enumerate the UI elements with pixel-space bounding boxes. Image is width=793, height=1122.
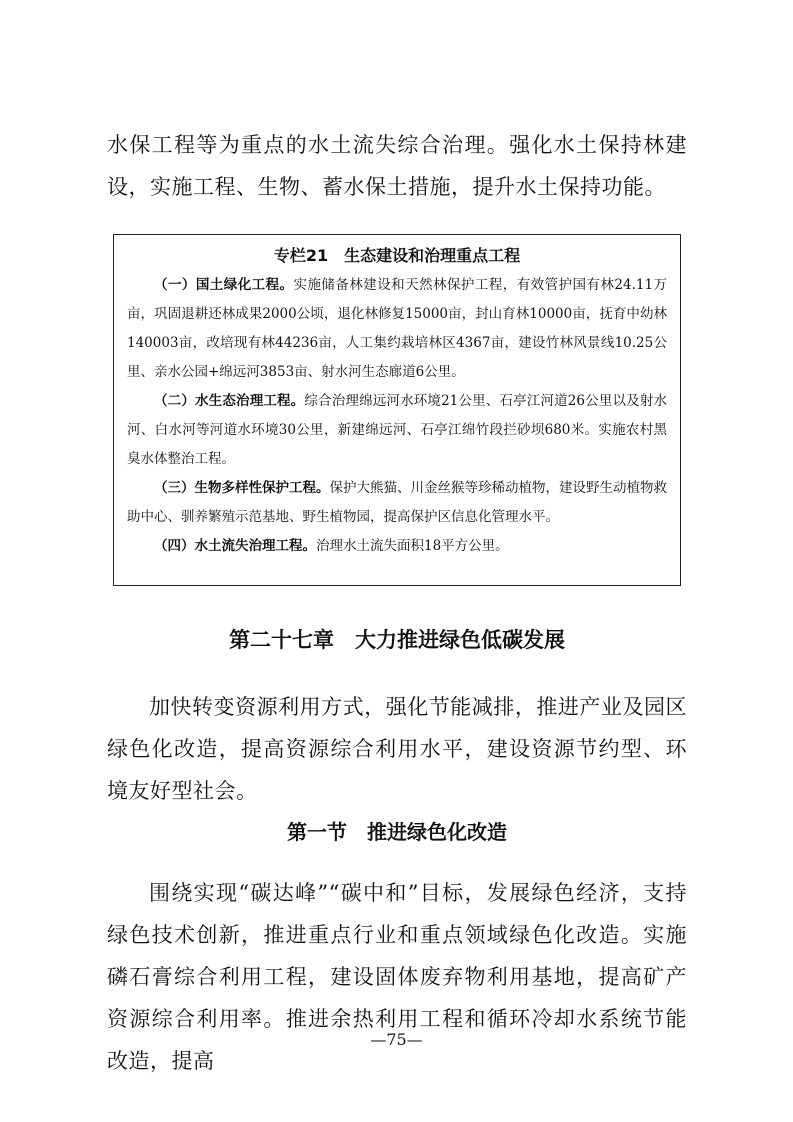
feature-item-text: 保护大熊猫、川金丝猴等珍稀动植物，建设野生动植物救助中心、驯养繁殖示范基地、野生植物园，提高保护区信息化管理水平。 — [127, 480, 667, 525]
feature-item-text: 综合治理绵远河水环境21公里、石亭江河道26公里以及射水河、白水河等河道水环境30公里，新建绵远河、石亭江绵竹段拦砂坝680米。实施农村黑臭水体整治工程。 — [127, 393, 668, 467]
feature-item-lead: （四）水土流失治理工程。 — [154, 538, 316, 554]
feature-item-lead: （一）国土绿化工程。 — [154, 277, 294, 293]
feature-item-land-greening — [127, 271, 667, 387]
section-title: 第一节 推进绿色化改造 — [287, 820, 507, 844]
feature-column-box — [113, 234, 681, 586]
page-number: —75— — [370, 1030, 423, 1049]
intro-paragraph: 水保工程等为重点的水土流失综合治理。强化水土保持林建设，实施工程、生物、蓄水保土措施，提升水土保持功能。 — [107, 133, 687, 199]
feature-item-text: 治理水土流失面积18平方公里。 — [316, 538, 509, 554]
feature-item-water-ecology — [127, 387, 667, 474]
chapter-title: 第二十七章 大力推进绿色低碳发展 — [229, 628, 565, 652]
feature-item-biodiversity — [127, 474, 667, 532]
feature-column-title: 专栏21 生态建设和治理重点工程 — [273, 246, 521, 265]
section-paragraph: 围绕实现“碳达峰”“碳中和”目标，发展绿色经济，支持绿色技术创新，推进重点行业和重点领域绿色化改造。实施磷石膏综合利用工程，建设固体废弃物利用基地，提高矿产资源综合利用率。推进余热利用工程和循环冷却水系统节能改造，提高 — [107, 881, 687, 1073]
feature-item-lead: （三）生物多样性保护工程。 — [154, 480, 330, 496]
feature-item-lead: （二）水生态治理工程。 — [154, 393, 305, 409]
chapter-paragraph: 加快转变资源利用方式，强化节能减排，推进产业及园区绿色化改造，提高资源综合利用水平，建设资源节约型、环境友好型社会。 — [107, 695, 687, 803]
feature-item-text: 实施储备林建设和天然林保护工程，有效管护国有林24.11万亩，巩固退耕还林成果2000公顷，退化林修复15000亩，封山育林10000亩，抚育中幼林140003亩，改培现有林44236亩，人工集约栽培林区4367亩，建设竹林风景线10.25公里、亲水公园+绵远河3853亩、射水河生态廊道6公里。 — [127, 277, 667, 380]
feature-item-soil-erosion — [127, 532, 667, 561]
